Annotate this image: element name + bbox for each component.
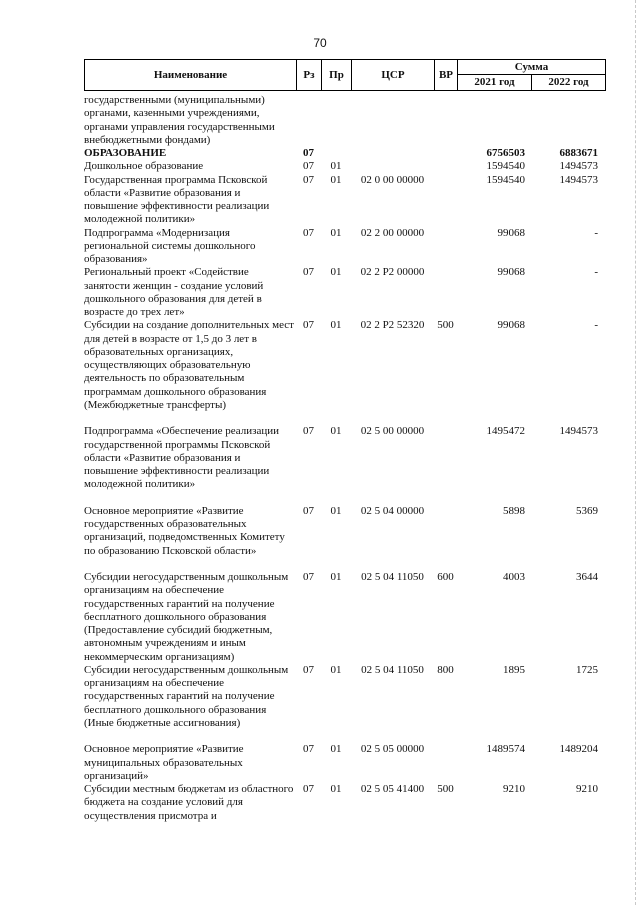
table-row	[84, 227, 606, 267]
row-sum-2022: 1494573	[559, 160, 598, 173]
row-pr: 01	[330, 173, 342, 186]
row-pr: 01	[330, 571, 342, 583]
table-row	[84, 160, 606, 173]
row-sum-2022: 9210	[576, 783, 598, 795]
row-csr: 02 5 05 41400	[360, 783, 425, 795]
row-name: Государственная программа Псковской области «Развитие образования и повышение эффективности реализации молодежной политики»	[84, 173, 270, 226]
row-rz: 07	[303, 173, 314, 186]
row-pr: 01	[330, 783, 342, 795]
row-name: ОБРАЗОВАНИЕ	[84, 147, 167, 159]
row-sum-2021: 9210	[503, 783, 525, 795]
row-rz: 07	[303, 266, 314, 279]
row-rz: 07	[303, 226, 314, 239]
table-row	[84, 174, 606, 227]
row-csr	[351, 94, 434, 147]
row-csr: 02 2 00 00000	[360, 226, 425, 239]
row-csr: 02 5 05 00000	[360, 743, 425, 756]
row-vr	[434, 147, 457, 160]
row-name: Субсидии негосударственным дошкольным организациям на обеспечение государственных гарантий на получение бесплатного дошкольного образования (Иные бюджетные ассигнования)	[84, 663, 289, 729]
row-sum-2021: 1895	[503, 663, 525, 676]
row-rz: 07	[303, 160, 314, 173]
row-sum-2022: 5369	[576, 504, 598, 517]
row-name: Субсидии на создание дополнительных мест для детей в возрасте от 1,5 до 3 лет в образовательных организациях, осуществляющих образовательную деятельность по образовательным программам дошкольного образования (Межбюджетные трансферты)	[84, 319, 294, 411]
header-year-2022: 2022 год	[548, 76, 589, 88]
row-sum-2021: 1594540	[486, 160, 525, 173]
row-sum-2022: 1489204	[559, 743, 598, 756]
row-csr: 02 2 P2 52320	[360, 319, 425, 332]
row-sum-2022: 1725	[576, 663, 598, 676]
row-sum-2021: 6756503	[486, 147, 525, 159]
row-csr: 02 0 00 00000	[360, 173, 425, 186]
row-csr: 02 2 P2 00000	[360, 266, 425, 279]
row-rz: 07	[303, 319, 314, 332]
row-csr: 02 5 04 11050	[361, 571, 424, 583]
header-rz: Рз	[297, 60, 322, 90]
table-row	[84, 425, 606, 505]
header-sum: Сумма	[458, 60, 605, 75]
row-rz: 07	[303, 743, 314, 756]
header-sum-group	[458, 60, 605, 90]
header-pr: Пр	[322, 60, 352, 90]
row-pr: 01	[330, 160, 342, 173]
table-header	[84, 59, 606, 91]
row-name: Региональный проект «Содействие занятости женщин - создание условий дошкольного образования для детей в возрасте до трех лет»	[84, 266, 264, 318]
row-name: Субсидии местным бюджетам из областного бюджета на создание условий для осуществления присмотра и	[84, 783, 294, 822]
row-name: Подпрограмма «Обеспечение реализации государственной программы Псковской области «Развитие образования и повышение эффективности реализации молодежной политики»	[84, 425, 279, 491]
row-vr	[434, 160, 457, 173]
row-rz: 07	[303, 425, 314, 438]
header-vr: ВР	[435, 60, 458, 90]
header-name: Наименование	[85, 60, 297, 90]
row-pr: 01	[330, 425, 342, 438]
row-rz: 07	[303, 571, 314, 583]
row-rz	[296, 94, 321, 147]
row-name: государственными (муниципальными) органами, казенными учреждениями, органами управления государственными внебюджетными фондами)	[84, 94, 275, 146]
row-sum-2022: -	[594, 266, 598, 279]
table-row	[84, 147, 606, 160]
row-vr	[434, 743, 457, 783]
header-year-2021: 2021 год	[458, 75, 532, 90]
row-sum-2021: 4003	[503, 571, 525, 583]
row-name: Подпрограмма «Модернизация региональной системы дошкольного образования»	[84, 226, 256, 265]
row-csr: 02 5 00 00000	[360, 425, 425, 438]
row-rz: 07	[303, 783, 314, 795]
header-csr: ЦСР	[352, 60, 435, 90]
row-rz: 07	[303, 504, 314, 517]
row-pr: 01	[330, 319, 342, 332]
row-sum-2021	[457, 94, 531, 147]
row-vr: 500	[437, 783, 454, 795]
row-sum-2021: 1489574	[486, 743, 525, 756]
row-vr: 500	[437, 319, 454, 332]
row-csr	[351, 147, 434, 160]
row-vr	[434, 94, 457, 147]
row-sum-2022: -	[594, 226, 598, 239]
row-sum-2021: 5898	[503, 504, 525, 517]
table-row	[84, 266, 606, 319]
row-pr: 01	[330, 266, 342, 279]
row-sum-2021: 1495472	[486, 425, 525, 438]
page-number: 70	[313, 36, 327, 50]
row-sum-2021: 1594540	[486, 173, 525, 186]
row-name: Основное мероприятие «Развитие государственных образовательных организаций, подведомственных Комитету по образованию Псковской области»	[84, 504, 285, 557]
row-sum-2021: 99068	[497, 319, 525, 332]
table-row	[84, 664, 606, 744]
row-pr: 01	[330, 226, 342, 239]
row-name: Основное мероприятие «Развитие муниципальных образовательных организаций»	[84, 743, 244, 782]
row-rz: 07	[303, 147, 314, 159]
row-sum-2022	[531, 94, 604, 147]
row-vr	[434, 505, 457, 571]
row-name: Дошкольное образование	[84, 160, 204, 173]
row-csr	[351, 160, 434, 173]
table-row	[84, 783, 606, 823]
table-body	[84, 94, 606, 823]
row-pr: 01	[330, 663, 342, 676]
row-sum-2022: 3644	[576, 571, 598, 583]
row-pr: 01	[330, 743, 342, 756]
table-row	[84, 571, 606, 664]
row-sum-2022: 1494573	[559, 173, 598, 186]
table-row	[84, 94, 606, 147]
row-csr: 02 5 04 00000	[360, 504, 425, 517]
row-sum-2021: 99068	[497, 266, 525, 279]
row-pr	[321, 94, 351, 147]
page-edge-divider	[634, 0, 636, 905]
row-vr	[434, 174, 457, 227]
row-vr	[434, 425, 457, 505]
row-sum-2022: 6883671	[559, 147, 598, 159]
row-sum-2022: -	[594, 319, 598, 332]
table-row	[84, 505, 606, 571]
row-pr	[321, 147, 351, 160]
table-row	[84, 743, 606, 783]
row-name: Субсидии негосударственным дошкольным организациям на обеспечение государственных гарантий на получение бесплатного дошкольного образования (Предоставление субсидий бюджетным, автономным учреждениям и иным некоммерческим организациям)	[84, 571, 289, 663]
row-pr: 01	[330, 504, 342, 517]
row-sum-2021: 99068	[497, 226, 525, 239]
table-row	[84, 319, 606, 425]
row-vr	[434, 266, 457, 319]
row-csr: 02 5 04 11050	[361, 663, 424, 676]
row-sum-2022: 1494573	[559, 425, 598, 438]
row-rz: 07	[303, 663, 314, 676]
row-vr	[434, 227, 457, 267]
row-vr: 600	[437, 571, 454, 583]
row-vr: 800	[437, 663, 454, 676]
